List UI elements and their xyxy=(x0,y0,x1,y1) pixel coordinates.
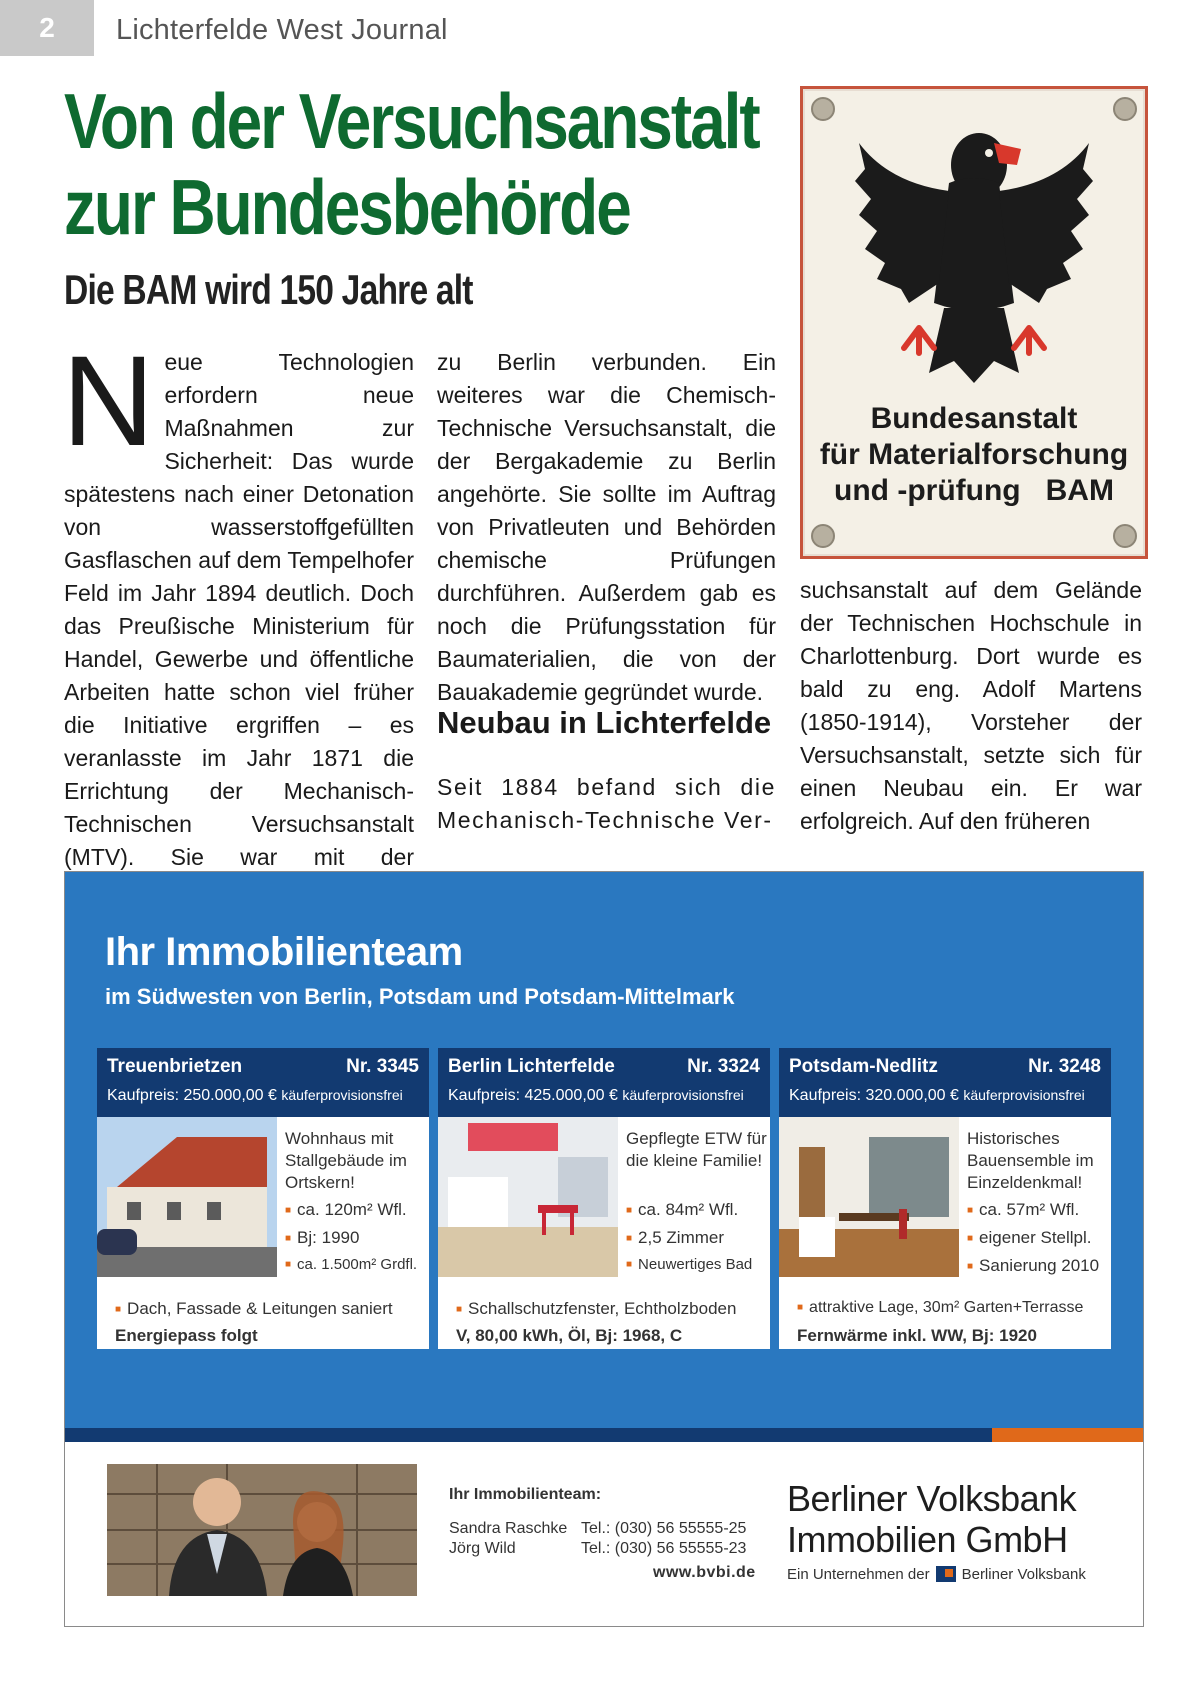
price-value: Kaufpreis: 250.000,00 € xyxy=(107,1087,277,1104)
federal-eagle-icon xyxy=(849,103,1099,403)
tagline-prefix: Ein Unternehmen der xyxy=(787,1566,930,1583)
ad-divider-orange xyxy=(992,1428,1143,1442)
contact-name: Jörg Wild xyxy=(449,1540,516,1557)
listing-header xyxy=(97,1048,429,1117)
company-tagline xyxy=(787,1566,1086,1583)
listing-bullet: ■ Neuwertiges Bad xyxy=(626,1256,752,1273)
listing-bullet: ■ eigener Stellpl. xyxy=(967,1228,1092,1248)
website-link[interactable]: www.bvbi.de xyxy=(653,1564,756,1581)
volksbank-logo-icon xyxy=(936,1566,956,1582)
screw-icon xyxy=(811,97,835,121)
listing-number: Nr. 3248 xyxy=(1028,1056,1101,1077)
listing-price xyxy=(448,1087,744,1105)
commission-note: käuferprovisionsfrei xyxy=(963,1087,1085,1103)
price-value: Kaufpreis: 425.000,00 € xyxy=(448,1087,618,1104)
listing-energy: Fernwärme inkl. WW, Bj: 1920 xyxy=(797,1326,1037,1345)
article-column-2 xyxy=(437,346,776,709)
sign-line-1: Bundesanstalt xyxy=(870,402,1078,435)
listing-feature: ■ Dach, Fassade & Leitungen saniert xyxy=(115,1299,393,1319)
column-3-text: suchsanstalt auf dem Gelände der Technischen Hochschule in Charlottenburg. Dort wurde es bald zu eng. Adolf Martens (1850-1914), Vorsteher der Versuchsanstalt, setzte sich für einen Neubau ein. Er war erfolgreich. Auf den früheren xyxy=(800,577,1142,834)
listing-location: Potsdam-Nedlitz xyxy=(789,1056,938,1077)
listing-header xyxy=(438,1048,770,1117)
listing-feature: ■ attraktive Lage, 30m² Garten+Terrasse xyxy=(797,1299,1083,1317)
listing-price xyxy=(107,1087,403,1105)
column-2b-text: Seit 1884 befand sich die Mechanisch-Technische Ver- xyxy=(437,774,776,833)
sign-line-2: für Materialforschung xyxy=(819,438,1129,471)
listing-bullet: ■ ca. 84m² Wfl. xyxy=(626,1200,738,1220)
listing-number: Nr. 3345 xyxy=(346,1056,419,1077)
listing-bullet: ■ ca. 120m² Wfl. xyxy=(285,1200,407,1220)
listing-card-potsdam-nedlitz[interactable] xyxy=(779,1048,1111,1349)
team-photo xyxy=(107,1464,417,1596)
listing-bullet: ■ Sanierung 2010 xyxy=(967,1256,1099,1276)
screw-icon xyxy=(1113,97,1137,121)
listing-location: Treuenbrietzen xyxy=(107,1056,243,1077)
contact-phone[interactable]: Tel.: (030) 56 55555-25 xyxy=(581,1520,747,1537)
listing-bullet: ■ ca. 57m² Wfl. xyxy=(967,1200,1079,1220)
listing-bullet: ■ Bj: 1990 xyxy=(285,1228,359,1248)
company-name-line-1: Berliner Volksbank xyxy=(787,1478,1077,1519)
contact-phone[interactable]: Tel.: (030) 56 55555-23 xyxy=(581,1540,747,1557)
ad-divider-navy xyxy=(65,1428,992,1442)
listing-card-lichterfelde[interactable] xyxy=(438,1048,770,1349)
ad-title: Ihr Immobilienteam xyxy=(105,930,463,974)
listing-energy: Energiepass folgt xyxy=(115,1326,258,1345)
ad-subtitle: im Südwesten von Berlin, Potsdam und Potsdam-Mittelmark xyxy=(105,984,735,1009)
screw-icon xyxy=(811,524,835,548)
ad-blue-panel xyxy=(65,872,1143,1428)
listing-header xyxy=(779,1048,1111,1117)
listing-bullet: ■ 2,5 Zimmer xyxy=(626,1228,724,1248)
article-subtitle: Die BAM wird 150 Jahre alt xyxy=(64,266,473,313)
listing-number: Nr. 3324 xyxy=(687,1056,760,1077)
article-column-1 xyxy=(62,330,414,907)
article-title xyxy=(64,77,759,251)
interior-photo xyxy=(779,1117,959,1277)
journal-title: Lichterfelde West Journal xyxy=(116,14,448,46)
listing-location: Berlin Lichterfelde xyxy=(448,1056,615,1077)
price-value: Kaufpreis: 320.000,00 € xyxy=(789,1087,959,1104)
title-line-1: Von der Versuchsanstalt xyxy=(64,77,759,165)
listing-card-treuenbrietzen[interactable] xyxy=(97,1048,429,1349)
section-heading: Neubau in Lichterfelde xyxy=(437,705,772,740)
drop-cap: N xyxy=(62,330,155,473)
company-name-line-2: Immobilien GmbH xyxy=(787,1519,1068,1560)
listing-description: Gepflegte ETW für die kleine Familie! xyxy=(626,1129,767,1170)
house-photo xyxy=(97,1117,277,1277)
listing-feature: ■ Schallschutzfenster, Echtholzboden xyxy=(456,1299,736,1319)
page-number: 2 xyxy=(0,0,94,56)
real-estate-advertisement xyxy=(64,871,1144,1627)
commission-note: käuferprovisionsfrei xyxy=(622,1087,744,1103)
title-line-2: zur Bundesbehörde xyxy=(64,163,630,251)
article-column-2b xyxy=(437,771,776,837)
tagline-bank: Berliner Volksbank xyxy=(961,1566,1086,1583)
commission-note: käuferprovisionsfrei xyxy=(281,1087,403,1103)
column-1-text: eue Technologien erfordern neue Maßnahmen zur Sicherheit: Das wurde spätestens nach einer Detonation von wasserstoffgefüllten Gasflaschen auf dem Tempelhofer Feld im Jahr 1894 deutlich. Doch das Preußische Ministerium für Handel, Gewerbe und öffentliche Arbeiten hatte schon viel früher die Initiative ergriffen – es veranlasste im Jahr 1871 die Errichtung der Mechanisch-Technischen Versuchsanstalt (MTV). Sie war mit der xyxy=(64,349,414,870)
screw-icon xyxy=(1113,524,1137,548)
apartment-photo xyxy=(438,1117,618,1277)
column-2-text: zu Berlin verbunden. Ein weiteres war die Chemisch-Technische Versuchsanstalt, die der Bergakademie zu Berlin angehörte. Sie sollte im Auftrag von Privatleuten und Behörden chemische Prüfungen durchführen. Außerdem gab es noch die Prüfungsstation für Baumaterialien, die von der Bauakademie gegründet wurde. xyxy=(437,349,776,705)
listing-description: Historisches Bauensemble im Einzeldenkmal! xyxy=(967,1129,1094,1192)
listing-price xyxy=(789,1087,1085,1105)
article-column-3 xyxy=(800,574,1142,838)
bam-sign-image xyxy=(800,86,1148,559)
contact-name: Sandra Raschke xyxy=(449,1520,568,1537)
listing-bullet: ■ ca. 1.500m² Grdfl. xyxy=(285,1256,417,1273)
team-title: Ihr Immobilienteam: xyxy=(449,1486,602,1503)
listing-energy: V, 80,00 kWh, Öl, Bj: 1968, C xyxy=(456,1326,683,1345)
listing-description: Wohnhaus mit Stallgebäude im Ortskern! xyxy=(285,1129,407,1192)
sign-line-3: und -prüfung BAM xyxy=(834,474,1114,507)
